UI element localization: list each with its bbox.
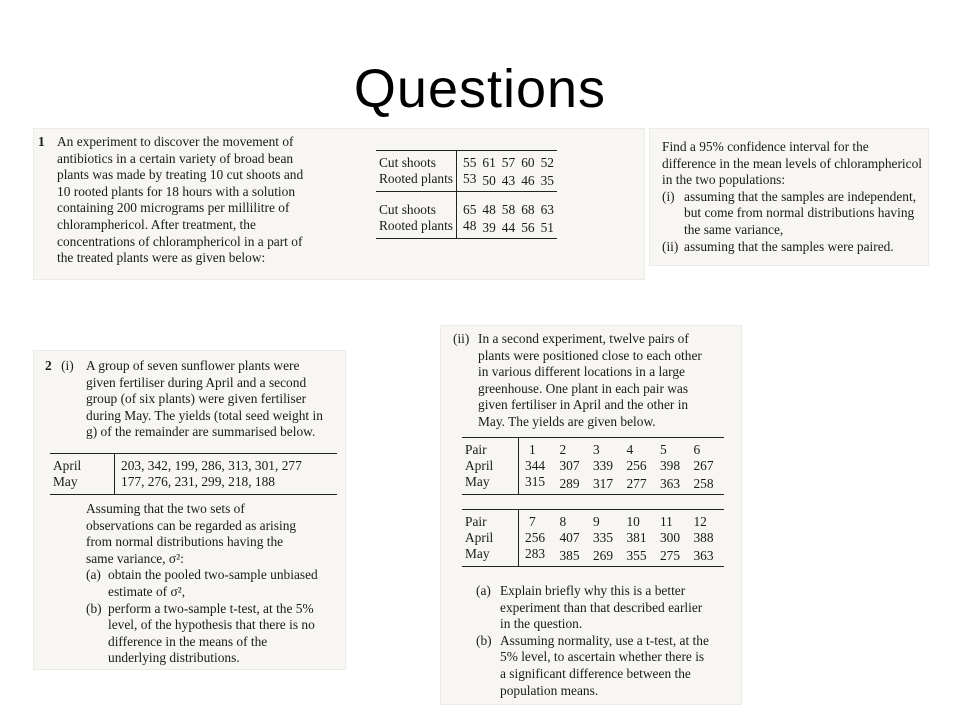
table-row: [462, 546, 724, 567]
cell: 388: [693, 530, 714, 545]
cell: 283: [519, 546, 557, 567]
cell: 51: [540, 220, 554, 235]
q2ii-marker: (ii): [453, 331, 470, 346]
q2i-part-a: [86, 567, 344, 600]
text-line: perform a two-sample t-test, at the 5%: [108, 600, 314, 616]
cell: 300: [659, 530, 681, 545]
cell: 63: [540, 202, 554, 217]
q1-table: [376, 150, 557, 239]
q2ii-table-2: [462, 509, 724, 567]
text-line: Find a 95% confidence interval for the: [662, 139, 869, 154]
row-label: Cut shoots: [379, 202, 436, 217]
q1-prompt: [662, 139, 927, 255]
cell: 275: [659, 548, 681, 563]
cell: 256: [519, 530, 557, 546]
row-label: Cut shoots: [379, 155, 436, 170]
cell: 3: [592, 442, 600, 457]
cell: 269: [592, 548, 614, 563]
row-label: May: [465, 474, 490, 489]
q2i-part-b: [86, 601, 344, 667]
cell: 407: [559, 530, 580, 545]
cell: 6: [693, 442, 701, 457]
text-line: in the question.: [500, 616, 583, 632]
cell: 335: [592, 530, 614, 545]
cell: 11: [659, 514, 673, 529]
cell: 55: [457, 151, 480, 172]
cell: 10: [626, 514, 640, 529]
cell: 267: [693, 458, 714, 473]
q2ii-text: [478, 331, 740, 431]
table-row: [376, 192, 557, 219]
cell: 48: [482, 202, 496, 217]
q2ii-part-b: [476, 633, 738, 699]
q2i-assume: [86, 501, 344, 667]
text-line: difference in the mean levels of chloramphericol: [662, 155, 923, 171]
cell: 46: [521, 173, 535, 188]
text-line: 5% level, to ascertain whether there is: [500, 649, 705, 665]
cell: 398: [659, 458, 681, 473]
text-line: plants were positioned close to each other: [478, 347, 702, 363]
text-line: obtain the pooled two-sample unbiased: [108, 567, 318, 583]
cell: 381: [626, 530, 647, 545]
cell: 39: [482, 220, 496, 235]
cell: 363: [693, 548, 714, 563]
text-line: greenhouse. One plant in each pair was: [478, 380, 689, 396]
table-row: [462, 474, 724, 495]
table-row: [376, 218, 557, 239]
text-line: Assuming normality, use a t-test, at the: [500, 632, 709, 648]
cell: 2: [559, 442, 567, 457]
table-row: [462, 458, 724, 474]
q2ii-parts: [476, 583, 738, 699]
cell: 56: [521, 220, 535, 235]
cell: 355: [626, 548, 647, 563]
q1-number: 1: [38, 134, 45, 149]
text-line: in the two populations:: [662, 172, 786, 188]
table-row: [462, 530, 724, 546]
cell: 9: [592, 514, 600, 529]
text-line: May. The yields are given below.: [478, 413, 656, 429]
cell: 65: [457, 192, 480, 219]
q2-number: 2: [45, 358, 52, 373]
q2i-table: [50, 453, 337, 495]
text-line: plants was made by treating 10 cut shoots and: [57, 167, 304, 183]
text-line: An experiment to discover the movement of: [57, 134, 294, 149]
text-line: experiment than that described earlier: [500, 599, 703, 615]
cell: 57: [501, 155, 516, 170]
q2ii-table-1: [462, 437, 724, 495]
cell: 52: [540, 155, 554, 170]
text-line: given fertiliser during April and a second: [86, 374, 307, 390]
part-marker: (ii): [662, 238, 679, 254]
cell: 315: [519, 474, 557, 495]
part-marker: (a): [476, 583, 491, 598]
cell: 317: [592, 476, 614, 491]
cell: 363: [659, 476, 681, 491]
text-line: g) of the remainder are summarised below.: [86, 424, 316, 440]
table-row: [376, 171, 557, 192]
cell: 307: [559, 458, 580, 473]
row-label: May: [53, 474, 78, 489]
text-line: the treated plants were as given below:: [57, 250, 266, 266]
cell: 258: [693, 476, 714, 491]
text-line: containing 200 micrograms per millilitre of: [57, 200, 290, 216]
q1-text: [57, 134, 367, 267]
part-marker: (b): [86, 600, 102, 616]
text-line: assuming that the samples are independent,: [684, 188, 917, 204]
cell: 256: [626, 458, 647, 473]
q2i-header: [45, 358, 74, 375]
text-line: in various different locations in a large: [478, 364, 685, 380]
cell: 35: [540, 173, 554, 188]
text-line: antibiotics in a certain variety of broad bean: [57, 150, 294, 166]
text-line: concentrations of chloramphericol in a part of: [57, 233, 303, 249]
table-row: [462, 438, 724, 459]
q1-part-i: [662, 189, 927, 239]
table-row: [50, 454, 337, 475]
cell: 44: [501, 220, 516, 235]
q2ii-part-a: [476, 583, 738, 633]
cell: 61: [482, 155, 496, 170]
part-marker: (b): [476, 632, 492, 648]
table-row: [376, 151, 557, 172]
text-line: estimate of σ²,: [108, 583, 186, 599]
text-line: same variance, σ²:: [86, 550, 184, 566]
q2i-text: [86, 358, 348, 441]
slide-title: Questions: [353, 59, 607, 119]
text-line: difference in the means of the: [108, 633, 268, 649]
cell: 43: [501, 173, 516, 188]
part-marker: (a): [86, 567, 101, 583]
text-line: given fertiliser in April and the other in: [478, 397, 689, 413]
row-label: Rooted plants: [379, 218, 454, 233]
text-line: a significant difference between the: [500, 665, 691, 681]
cell: 58: [501, 202, 516, 217]
text-line: chloramphericol. After treatment, the: [57, 216, 256, 232]
text-line: level, of the hypothesis that there is no: [108, 617, 315, 633]
text-line: underlying distributions.: [108, 650, 240, 666]
text-line: A group of seven sunflower plants were: [86, 358, 300, 373]
row-label: April: [53, 458, 82, 473]
cell: 177, 276, 231, 299, 218, 188: [115, 474, 338, 495]
text-line: observations can be regarded as arising: [86, 517, 297, 533]
text-line: from normal distributions having the: [86, 534, 284, 550]
cell: 289: [559, 476, 580, 491]
cell: 48: [457, 218, 480, 239]
cell: 7: [519, 510, 557, 531]
text-line: but come from normal distributions having: [684, 205, 915, 221]
cell: 60: [521, 155, 535, 170]
table-row: [462, 510, 724, 531]
row-label: April: [465, 458, 494, 473]
table-row: [50, 474, 337, 495]
cell: 4: [626, 442, 634, 457]
row-label: May: [465, 546, 490, 561]
cell: 5: [659, 442, 667, 457]
cell: 344: [519, 458, 557, 474]
cell: 203, 342, 199, 286, 313, 301, 277: [115, 454, 338, 475]
part-marker: (i): [662, 188, 675, 204]
text-line: the same variance,: [684, 221, 784, 237]
row-label: April: [465, 530, 494, 545]
text-line: In a second experiment, twelve pairs of: [478, 331, 689, 346]
cell: 339: [592, 458, 614, 473]
text-line: during May. The yields (total seed weight in: [86, 407, 323, 423]
cell: 50: [482, 173, 496, 188]
cell: 277: [626, 476, 647, 491]
cell: 8: [559, 514, 567, 529]
text-line: group (of six plants) were given fertiliser: [86, 391, 307, 407]
part-marker: (i): [61, 358, 74, 373]
cell: 68: [521, 202, 535, 217]
text-line: 10 rooted plants for 18 hours with a solution: [57, 183, 296, 199]
cell: 12: [693, 514, 707, 529]
row-label: Rooted plants: [379, 171, 454, 186]
cell: 385: [559, 548, 580, 563]
text-line: assuming that the samples were paired.: [684, 238, 894, 254]
cell: 53: [457, 171, 480, 192]
cell: 1: [519, 438, 557, 459]
text-line: population means.: [500, 682, 599, 698]
q1-part-ii: [662, 239, 927, 256]
row-label: Pair: [465, 442, 487, 457]
row-label: Pair: [465, 514, 487, 529]
text-line: Explain briefly why this is a better: [500, 583, 686, 598]
text-line: Assuming that the two sets of: [86, 501, 245, 516]
